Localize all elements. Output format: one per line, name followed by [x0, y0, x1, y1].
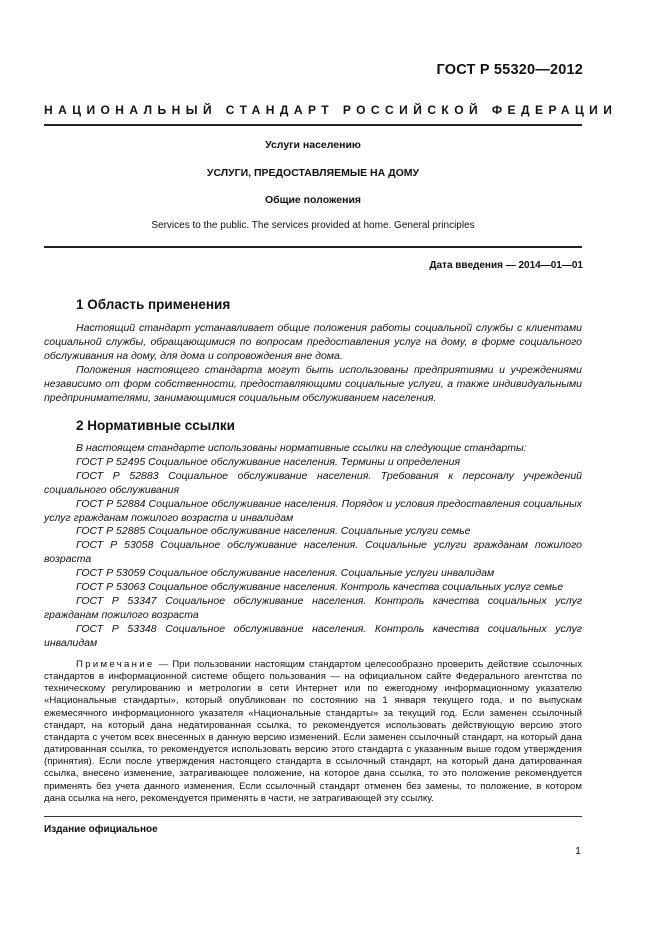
title-divider — [44, 246, 582, 248]
paragraph: Положения настоящего стандарта могут быть использованы предприятиями и учреждениями независимо от форм собственности, предоставляющими социальные услуги, а также индивидуальными предпринимателями, занимающимися социальным обслуживанием населения. — [44, 363, 582, 404]
reference-item: ГОСТ Р 53347 Социальное обслуживание населения. Контроль качества социальных услуг гражданам пожилого возраста — [44, 594, 582, 621]
reference-item: ГОСТ Р 52884 Социальное обслуживание населения. Порядок и условия предоставления социальных услуг гражданам пожилого возраста и инвалидам — [44, 497, 582, 524]
reference-item: ГОСТ Р 53058 Социальное обслуживание населения. Социальные услуги гражданам пожилого возраста — [44, 539, 582, 566]
paragraph: Настоящий стандарт устанавливает общие положения работы социальной службы с клиентами социальной службы, обращающимися по вопросам предоставления услуг на дому, в форме социального обслуживания на дому, для дома и сопровождения вне дома. — [44, 322, 582, 362]
section-normative-refs — [44, 417, 582, 651]
reference-item: ГОСТ Р 53348 Социальное обслуживание населения. Контроль качества социальных услуг инвалидам — [44, 622, 582, 649]
footer-divider — [44, 816, 582, 817]
reference-item: ГОСТ Р 53063 Социальное обслуживание населения. Контроль качества социальных услуг семье — [76, 581, 564, 594]
reference-intro: В настоящем стандарте использованы нормативные ссылки на следующие стандарты: — [76, 442, 527, 454]
intro-date: Дата введения — 2014—01—01 — [429, 260, 583, 271]
top-divider — [44, 124, 582, 126]
page-number: 1 — [575, 845, 581, 857]
national-standard-banner: НАЦИОНАЛЬНЫЙ СТАНДАРТ РОССИЙСКОЙ ФЕДЕРАЦИИ — [44, 103, 618, 117]
section-scope — [44, 296, 582, 405]
subtitle-services: Услуги населению — [265, 139, 361, 151]
main-title: УСЛУГИ, ПРЕДОСТАВЛЯЕМЫЕ НА ДОМУ — [206, 167, 420, 179]
edition-label: Издание официальное — [44, 824, 158, 835]
note-block — [44, 659, 582, 805]
english-title: Services to the public. The services provided at home. General principles — [151, 220, 475, 231]
section-heading: 2 Нормативные ссылки — [76, 418, 235, 433]
note-label: Примечание — [76, 659, 155, 670]
reference-item: ГОСТ Р 52495 Социальное обслуживание населения. Термины и определения — [76, 455, 461, 468]
section-body — [44, 322, 582, 405]
reference-list — [44, 442, 582, 651]
gost-number: ГОСТ Р 55320—2012 — [436, 62, 583, 78]
note-text: — При пользовании настоящим стандартом целесообразно проверить действие ссылочных стандартов в информационной системе общего пользования — на официальном сайте Федерального агентства по техническому регулированию и метрологии в сети Интернет или по ежегодному информационному указателю «Национальные стандарты», который опубликован по состоянию на 1 января текущего года, и по выпускам ежемесячного информационного указателя «Национальные стандарты» за текущий год. Если заменен ссылочный стандарт, на который дана недатированная ссылка, то рекомендуется использовать действующую версию этого стандарта с учетом всех внесенных в данную версию изменений. Если заменен ссылочный стандарт, на который дана датированная ссылка, то рекомендуется использовать версию этого стандарта с указанным выше годом утверждения (принятия). Если после утверждения настоящего стандарта в ссылочный стандарт, на который дана датированная ссылка, внесено изменение, затрагивающее положение, на которое дана ссылка, то это положение рекомендуется применять без учета данного изменения. Если ссылочный стандарт отменен без замены, то положение, в котором дана ссылка на него, рекомендуется применять в части, не затрагивающей эту ссылку. — [44, 659, 582, 804]
reference-item: ГОСТ Р 53059 Социальное обслуживание населения. Социальные услуги инвалидам — [76, 567, 495, 580]
reference-item: ГОСТ Р 52883 Социальное обслуживание населения. Требования к персоналу учреждений социального обслуживания — [44, 469, 582, 496]
reference-item: ГОСТ Р 52885 Социальное обслуживание населения. Социальные услуги семье — [76, 525, 471, 538]
section-heading: 1 Область применения — [76, 297, 231, 312]
subtitle-general: Общие положения — [264, 194, 362, 206]
